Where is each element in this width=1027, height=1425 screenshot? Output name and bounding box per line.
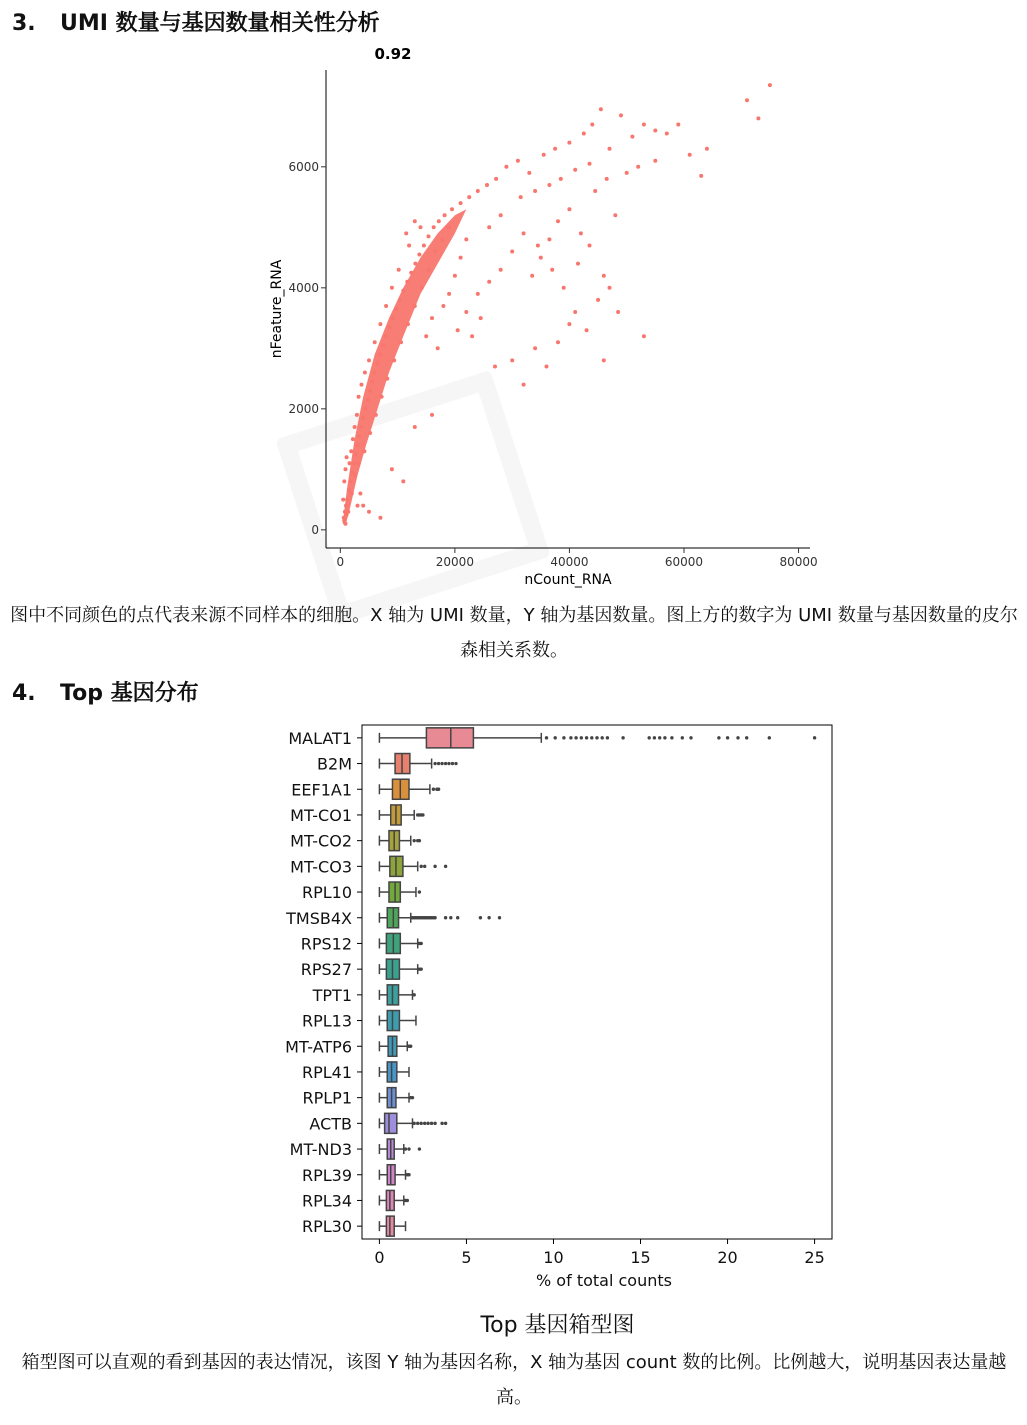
section-title: Top 基因分布	[60, 681, 199, 706]
scatter-point	[366, 398, 370, 402]
outlier-point	[444, 762, 447, 765]
outlier-point	[420, 1122, 423, 1125]
y-tick-label: EEF1A1	[291, 780, 352, 800]
outlier-point	[421, 813, 424, 816]
scatter-point	[409, 271, 413, 275]
outlier-point	[479, 916, 482, 919]
scatter-point	[494, 177, 498, 181]
scatter-point	[588, 244, 592, 248]
outlier-point	[416, 1122, 419, 1125]
scatter-point	[519, 195, 523, 199]
scatter-point	[349, 449, 353, 453]
scatter-point	[510, 358, 514, 362]
scatter-point	[388, 325, 392, 329]
outlier-point	[418, 1147, 421, 1150]
outlier-point	[498, 916, 501, 919]
outlier-point	[562, 736, 565, 739]
boxplot-caption: 箱型图可以直观的看到基因的表达情况，该图 Y 轴为基因名称，X 轴为基因 count 数的比例。比例越大，说明基因表达量越高。	[21, 1352, 1007, 1408]
scatter-point	[705, 147, 709, 151]
y-tick-label: 2000	[288, 401, 319, 416]
scatter-point	[376, 362, 380, 366]
y-tick-label: RPL30	[301, 1217, 352, 1237]
scatter-point	[413, 304, 417, 308]
x-tick-label: 40000	[550, 555, 589, 569]
scatter-point	[562, 286, 566, 290]
outlier-point	[574, 736, 577, 739]
outlier-point	[658, 736, 661, 739]
outlier-point	[648, 736, 651, 739]
scatter-point	[504, 165, 508, 169]
scatter-point	[342, 479, 346, 483]
x-tick-label: 5	[461, 1248, 472, 1267]
outlier-point	[433, 762, 436, 765]
scatter-point	[420, 286, 424, 290]
scatter-point	[363, 371, 367, 375]
scatter-point	[401, 479, 405, 483]
scatter-point	[493, 365, 497, 369]
scatter-point	[590, 123, 594, 127]
y-tick-label: B2M	[317, 754, 352, 774]
scatter-point	[391, 316, 395, 320]
scatter-point	[427, 268, 431, 272]
scatter-point	[573, 310, 577, 314]
scatter-point	[499, 213, 503, 217]
scatter-point	[357, 434, 361, 438]
scatter-point	[344, 522, 348, 526]
outlier-point	[411, 1096, 414, 1099]
scatter-point	[547, 237, 551, 241]
scatter-point	[427, 234, 431, 238]
scatter-point	[367, 358, 371, 362]
scatter-point	[374, 413, 378, 417]
scatter-point	[522, 231, 526, 235]
scatter-point	[533, 346, 537, 350]
boxplot-figure-title: Top 基因箱型图	[480, 1313, 635, 1338]
scatter-point	[399, 340, 403, 344]
scatter-point	[602, 274, 606, 278]
scatter-point	[361, 416, 365, 420]
scatter-point	[432, 225, 436, 229]
outlier-point	[545, 736, 548, 739]
scatter-point	[485, 183, 489, 187]
outlier-point	[433, 865, 436, 868]
scatter-point	[353, 425, 357, 429]
outlier-point	[430, 1122, 433, 1125]
scatter-point	[364, 407, 368, 411]
outlier-point	[409, 1045, 412, 1048]
scatter-point	[413, 262, 417, 266]
scatter-point	[430, 413, 434, 417]
scatter-point	[384, 334, 388, 338]
outlier-point	[432, 788, 435, 791]
scatter-point	[354, 452, 358, 456]
scatter-point	[585, 328, 589, 332]
outlier-point	[595, 736, 598, 739]
scatter-point	[542, 153, 546, 157]
scatter-point	[390, 467, 394, 471]
box-actb	[385, 1113, 397, 1133]
x-tick-label: 20	[717, 1248, 738, 1267]
outlier-point	[768, 736, 771, 739]
x-tick-label: 60000	[664, 555, 704, 569]
scatter-point	[357, 395, 361, 399]
outlier-point	[404, 1147, 407, 1150]
scatter-point	[413, 219, 417, 223]
scatter-point	[545, 365, 549, 369]
scatter-point	[450, 207, 454, 211]
outlier-point	[444, 916, 447, 919]
x-tick-label: 20000	[435, 555, 474, 569]
scatter-point	[401, 289, 405, 293]
outlier-point	[585, 736, 588, 739]
y-tick-label: MT-CO1	[290, 805, 352, 825]
scatter-point	[613, 213, 617, 217]
y-tick-label: MT-ND3	[289, 1140, 352, 1160]
outlier-point	[569, 736, 572, 739]
scatter-point	[625, 171, 629, 175]
scatter-point	[608, 147, 612, 151]
scatter-point	[479, 316, 483, 320]
scatter-point	[476, 189, 480, 193]
outlier-point	[444, 865, 447, 868]
y-tick-label: 0	[311, 522, 319, 537]
scatter-chart	[0, 0, 1027, 600]
scatter-point	[459, 256, 463, 260]
scatter-point	[397, 268, 401, 272]
y-tick-label: MALAT1	[288, 728, 352, 748]
outlier-point	[413, 839, 416, 842]
scatter-point	[768, 83, 772, 87]
scatter-point	[499, 268, 503, 272]
scatter-point	[357, 461, 361, 465]
y-tick-label: RPLP1	[302, 1088, 352, 1108]
scatter-point	[373, 371, 377, 375]
scatter-point	[550, 268, 554, 272]
scatter-title: 0.92	[374, 45, 412, 63]
scatter-point	[349, 479, 353, 483]
scatter-point	[530, 274, 534, 278]
scatter-point	[404, 231, 408, 235]
y-tick-label: TPT1	[312, 985, 352, 1005]
scatter-point	[406, 322, 410, 326]
outlier-point	[689, 736, 692, 739]
scatter-point	[630, 135, 634, 139]
box-malat1	[426, 728, 473, 748]
scatter-point	[533, 189, 537, 193]
outlier-point	[456, 916, 459, 919]
x-tick-label: 0	[374, 1248, 385, 1267]
scatter-point	[756, 116, 760, 120]
scatter-point	[582, 132, 586, 136]
scatter-point	[356, 443, 360, 447]
x-tick-label: 0	[336, 555, 345, 569]
scatter-point	[467, 195, 471, 199]
scatter-point	[642, 334, 646, 338]
outlier-point	[663, 736, 666, 739]
outlier-point	[420, 967, 423, 970]
scatter-point	[424, 334, 428, 338]
scatter-point	[419, 225, 423, 229]
section-number: 4.	[12, 681, 36, 706]
scatter-point	[358, 492, 362, 496]
scatter-caption: 图中不同颜色的点代表来源不同样本的细胞。X 轴为 UMI 数量，Y 轴为基因数量。图上方的数字为 UMI 数量与基因数量的皮尔森相关系数。	[10, 605, 1018, 661]
outlier-point	[653, 736, 656, 739]
scatter-point	[476, 292, 480, 296]
x-axis-label: nCount_RNA	[524, 572, 612, 588]
scatter-point	[579, 231, 583, 235]
scatter-point	[352, 461, 356, 465]
outlier-point	[440, 1122, 443, 1125]
scatter-point	[362, 449, 366, 453]
scatter-density-region	[343, 209, 467, 524]
scatter-point	[384, 304, 388, 308]
outlier-point	[433, 1122, 436, 1125]
outlier-point	[606, 736, 609, 739]
scatter-point	[608, 286, 612, 290]
scatter-point	[588, 162, 592, 166]
scatter-point	[447, 292, 451, 296]
scatter-point	[405, 280, 409, 284]
scatter-point	[567, 207, 571, 211]
y-axis-label: nFeature_RNA	[269, 259, 285, 359]
scatter-point	[453, 274, 457, 278]
scatter-point	[398, 298, 402, 302]
scatter-point	[527, 171, 531, 175]
outlier-point	[437, 788, 440, 791]
scatter-point	[596, 298, 600, 302]
outlier-point	[621, 736, 624, 739]
scatter-point	[344, 467, 348, 471]
x-axis-label: % of total counts	[536, 1271, 672, 1290]
scatter-point	[356, 504, 360, 508]
scatter-point	[373, 340, 377, 344]
scatter-point	[370, 380, 374, 384]
y-tick-label: RPL39	[301, 1165, 352, 1185]
outlier-point	[447, 762, 450, 765]
outlier-point	[423, 865, 426, 868]
scatter-point	[407, 244, 411, 248]
y-tick-label: RPL41	[301, 1062, 352, 1082]
outlier-point	[449, 916, 452, 919]
scatter-point	[359, 425, 363, 429]
y-tick-label: MT-CO3	[290, 857, 352, 877]
outlier-point	[670, 736, 673, 739]
scatter-point	[559, 177, 563, 181]
x-tick-label: 10	[543, 1248, 564, 1267]
outlier-point	[601, 736, 604, 739]
scatter-point	[636, 165, 640, 169]
scatter-point	[593, 189, 597, 193]
scatter-point	[433, 250, 437, 254]
scatter-point	[602, 358, 606, 362]
scatter-point	[430, 316, 434, 320]
outlier-point	[420, 942, 423, 945]
outlier-point	[487, 916, 490, 919]
scatter-point	[350, 492, 354, 496]
outlier-point	[406, 1199, 409, 1202]
outlier-point	[418, 890, 421, 893]
scatter-point	[395, 307, 399, 311]
scatter-point	[447, 225, 451, 229]
outlier-point	[407, 1173, 410, 1176]
scatter-point	[522, 383, 526, 387]
outlier-point	[745, 736, 748, 739]
scatter-point	[353, 473, 357, 477]
scatter-point	[441, 304, 445, 308]
scatter-point	[361, 504, 365, 508]
outlier-point	[420, 865, 423, 868]
y-tick-label: MT-ATP6	[285, 1037, 352, 1057]
outlier-point	[413, 1122, 416, 1125]
scatter-point	[567, 322, 571, 326]
scatter-point	[599, 107, 603, 111]
scatter-point	[745, 98, 749, 102]
outlier-point	[440, 762, 443, 765]
scatter-point	[642, 123, 646, 127]
scatter-point	[378, 322, 382, 326]
scatter-point	[437, 219, 441, 223]
scatter-point	[553, 147, 557, 151]
outlier-point	[813, 736, 816, 739]
scatter-point	[381, 343, 385, 347]
y-tick-label: RPL13	[301, 1011, 352, 1031]
scatter-point	[547, 183, 551, 187]
scatter-point	[510, 250, 514, 254]
outlier-point	[437, 762, 440, 765]
scatter-point	[346, 510, 350, 514]
y-tick-label: 6000	[288, 159, 319, 174]
outlier-point	[426, 1122, 429, 1125]
scatter-point	[459, 201, 463, 205]
outlier-point	[554, 736, 557, 739]
outlier-point	[717, 736, 720, 739]
y-tick-label: 4000	[288, 280, 319, 295]
scatter-point	[368, 431, 372, 435]
outlier-point	[454, 762, 457, 765]
scatter-point	[688, 153, 692, 157]
scatter-point	[699, 174, 703, 178]
scatter-point	[470, 334, 474, 338]
boxplot-chart	[0, 700, 1027, 1300]
outlier-point	[590, 736, 593, 739]
scatter-point	[653, 159, 657, 163]
x-tick-label: 15	[630, 1248, 651, 1267]
scatter-point	[345, 498, 349, 502]
y-tick-label: RPL34	[301, 1191, 352, 1211]
plot-frame	[362, 725, 832, 1239]
scatter-point	[345, 455, 349, 459]
outlier-point	[444, 1122, 447, 1125]
scatter-point	[347, 489, 351, 493]
scatter-point	[573, 168, 577, 172]
y-tick-label: RPS27	[300, 960, 352, 980]
scatter-point	[576, 262, 580, 266]
outlier-point	[580, 736, 583, 739]
scatter-point	[487, 225, 491, 229]
scatter-point	[556, 340, 560, 344]
scatter-point	[436, 346, 440, 350]
scatter-point	[385, 377, 389, 381]
scatter-point	[355, 413, 359, 417]
scatter-point	[413, 425, 417, 429]
scatter-point	[516, 159, 520, 163]
outlier-point	[423, 1122, 426, 1125]
scatter-point	[464, 237, 468, 241]
scatter-point	[378, 516, 382, 520]
scatter-point	[417, 253, 421, 257]
scatter-point	[440, 237, 444, 241]
box-rpl13	[387, 1011, 399, 1031]
scatter-point	[464, 310, 468, 314]
scatter-point	[619, 113, 623, 117]
outlier-point	[418, 839, 421, 842]
scatter-point	[456, 328, 460, 332]
outlier-point	[413, 993, 416, 996]
y-tick-label: RPS12	[300, 934, 352, 954]
outlier-point	[681, 736, 684, 739]
scatter-point	[665, 132, 669, 136]
scatter-point	[653, 129, 657, 133]
x-tick-label: 25	[804, 1248, 825, 1267]
scatter-point	[380, 395, 384, 399]
scatter-point	[367, 510, 371, 514]
scatter-point	[350, 470, 354, 474]
scatter-point	[341, 498, 345, 502]
scatter-point	[390, 286, 394, 290]
scatter-point	[616, 310, 620, 314]
outlier-point	[407, 1147, 410, 1150]
section-number: 3.	[12, 11, 36, 36]
y-tick-label: MT-CO2	[290, 831, 352, 851]
outlier-point	[736, 736, 739, 739]
scatter-point	[536, 244, 540, 248]
scatter-point	[567, 141, 571, 145]
outlier-point	[433, 916, 436, 919]
scatter-point	[443, 213, 447, 217]
scatter-point	[422, 244, 426, 248]
scatter-point	[378, 352, 382, 356]
scatter-point	[360, 383, 364, 387]
scatter-point	[556, 219, 560, 223]
section-title: UMI 数量与基因数量相关性分析	[60, 11, 380, 36]
scatter-point	[539, 256, 543, 260]
scatter-point	[676, 123, 680, 127]
outlier-point	[726, 736, 729, 739]
scatter-point	[351, 437, 355, 441]
y-tick-label: ACTB	[309, 1114, 352, 1134]
scatter-point	[605, 177, 609, 181]
scatter-point	[344, 504, 348, 508]
x-tick-label: 80000	[779, 555, 818, 569]
outlier-point	[451, 762, 454, 765]
y-tick-label: TMSB4X	[286, 908, 352, 928]
scatter-point	[368, 389, 372, 393]
scatter-point	[348, 461, 352, 465]
y-tick-label: RPL10	[301, 883, 352, 903]
scatter-point	[392, 358, 396, 362]
scatter-point	[487, 280, 491, 284]
